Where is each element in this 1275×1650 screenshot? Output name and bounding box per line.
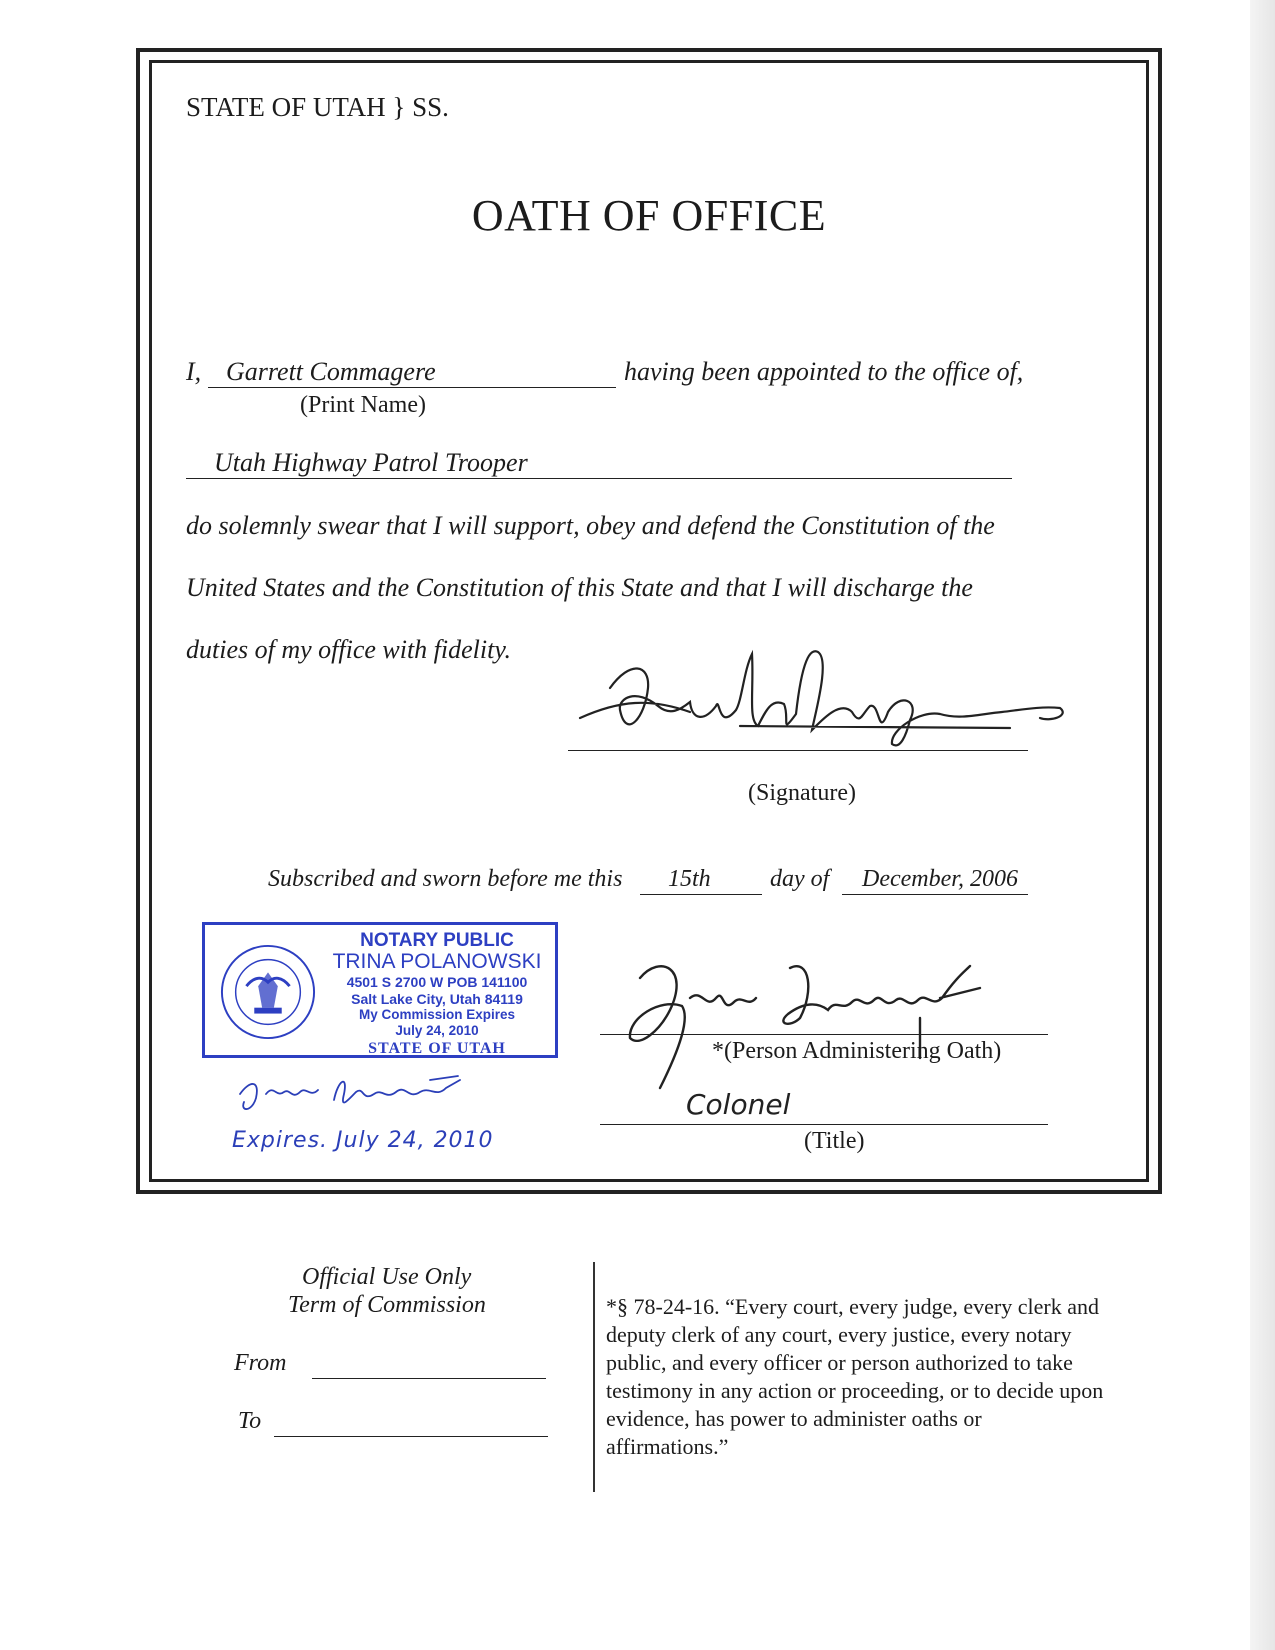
administrator-caption: *(Person Administering Oath) — [712, 1038, 1002, 1064]
document-title: OATH OF OFFICE — [471, 191, 827, 240]
stamp-expires-date: July 24, 2010 — [395, 1022, 479, 1038]
jurat-day-of: day of — [770, 866, 830, 892]
appointed-text: having been appointed to the office of, — [624, 357, 1024, 386]
stamp-notary-name: TRINA POLANOWSKI — [332, 950, 542, 973]
signature-caption: (Signature) — [748, 780, 856, 806]
to-field[interactable] — [274, 1408, 548, 1437]
section-divider — [593, 1262, 595, 1492]
to-label: To — [238, 1408, 262, 1434]
venue-line: STATE OF UTAH } SS. — [186, 92, 449, 122]
office-value: Utah Highway Patrol Trooper — [214, 448, 528, 477]
administrator-signature — [620, 958, 1040, 1098]
stamp-address: 4501 S 2700 W POB 141100 — [346, 974, 528, 990]
stamp-city: Salt Lake City, Utah 84119 — [351, 991, 523, 1007]
statute-text: *§ 78-24-16. “Every court, every judge, every clerk and deputy clerk of any court, every justice, every notary public, and every officer or person authorized to take testimony in any action or proceeding, or to decide upon evidence, has power to administer oaths or affirmations.” — [606, 1294, 1104, 1459]
term-of-commission-heading: Term of Commission — [288, 1292, 486, 1318]
print-name-value: Garrett Commagere — [226, 357, 436, 386]
title-line — [600, 1090, 1048, 1125]
oath-text-line-1: do solemnly swear that I will support, obey and defend the Constitution of the — [186, 511, 995, 540]
jurat-day: 15th — [668, 866, 711, 892]
notary-signature — [230, 1070, 500, 1120]
print-name-caption: (Print Name) — [300, 392, 426, 418]
official-use-heading: Official Use Only — [302, 1264, 472, 1290]
jurat-month-year: December, 2006 — [862, 866, 1018, 892]
page-edge — [1250, 0, 1275, 1650]
oath-text-line-3: duties of my office with fidelity. — [186, 635, 511, 664]
stamp-expires-label: My Commission Expires — [358, 1007, 516, 1022]
from-label: From — [234, 1350, 287, 1376]
notary-expiration-handwritten: Expires. July 24, 2010 — [232, 1128, 494, 1153]
oath-taker-signature — [540, 640, 1140, 760]
notary-stamp — [202, 922, 558, 1058]
stamp-state: STATE OF UTAH — [368, 1040, 506, 1057]
pronoun: I, — [186, 357, 202, 386]
administrator-title-value: Colonel — [686, 1088, 791, 1121]
title-caption: (Title) — [804, 1128, 865, 1154]
state-seal-icon — [219, 943, 317, 1041]
jurat-prefix: Subscribed and sworn before me this — [268, 866, 623, 892]
oath-text-line-2: United States and the Constitution of this State and that I will discharge the — [186, 573, 973, 602]
stamp-line-1: NOTARY PUBLIC — [360, 930, 514, 951]
from-field[interactable] — [312, 1350, 546, 1379]
